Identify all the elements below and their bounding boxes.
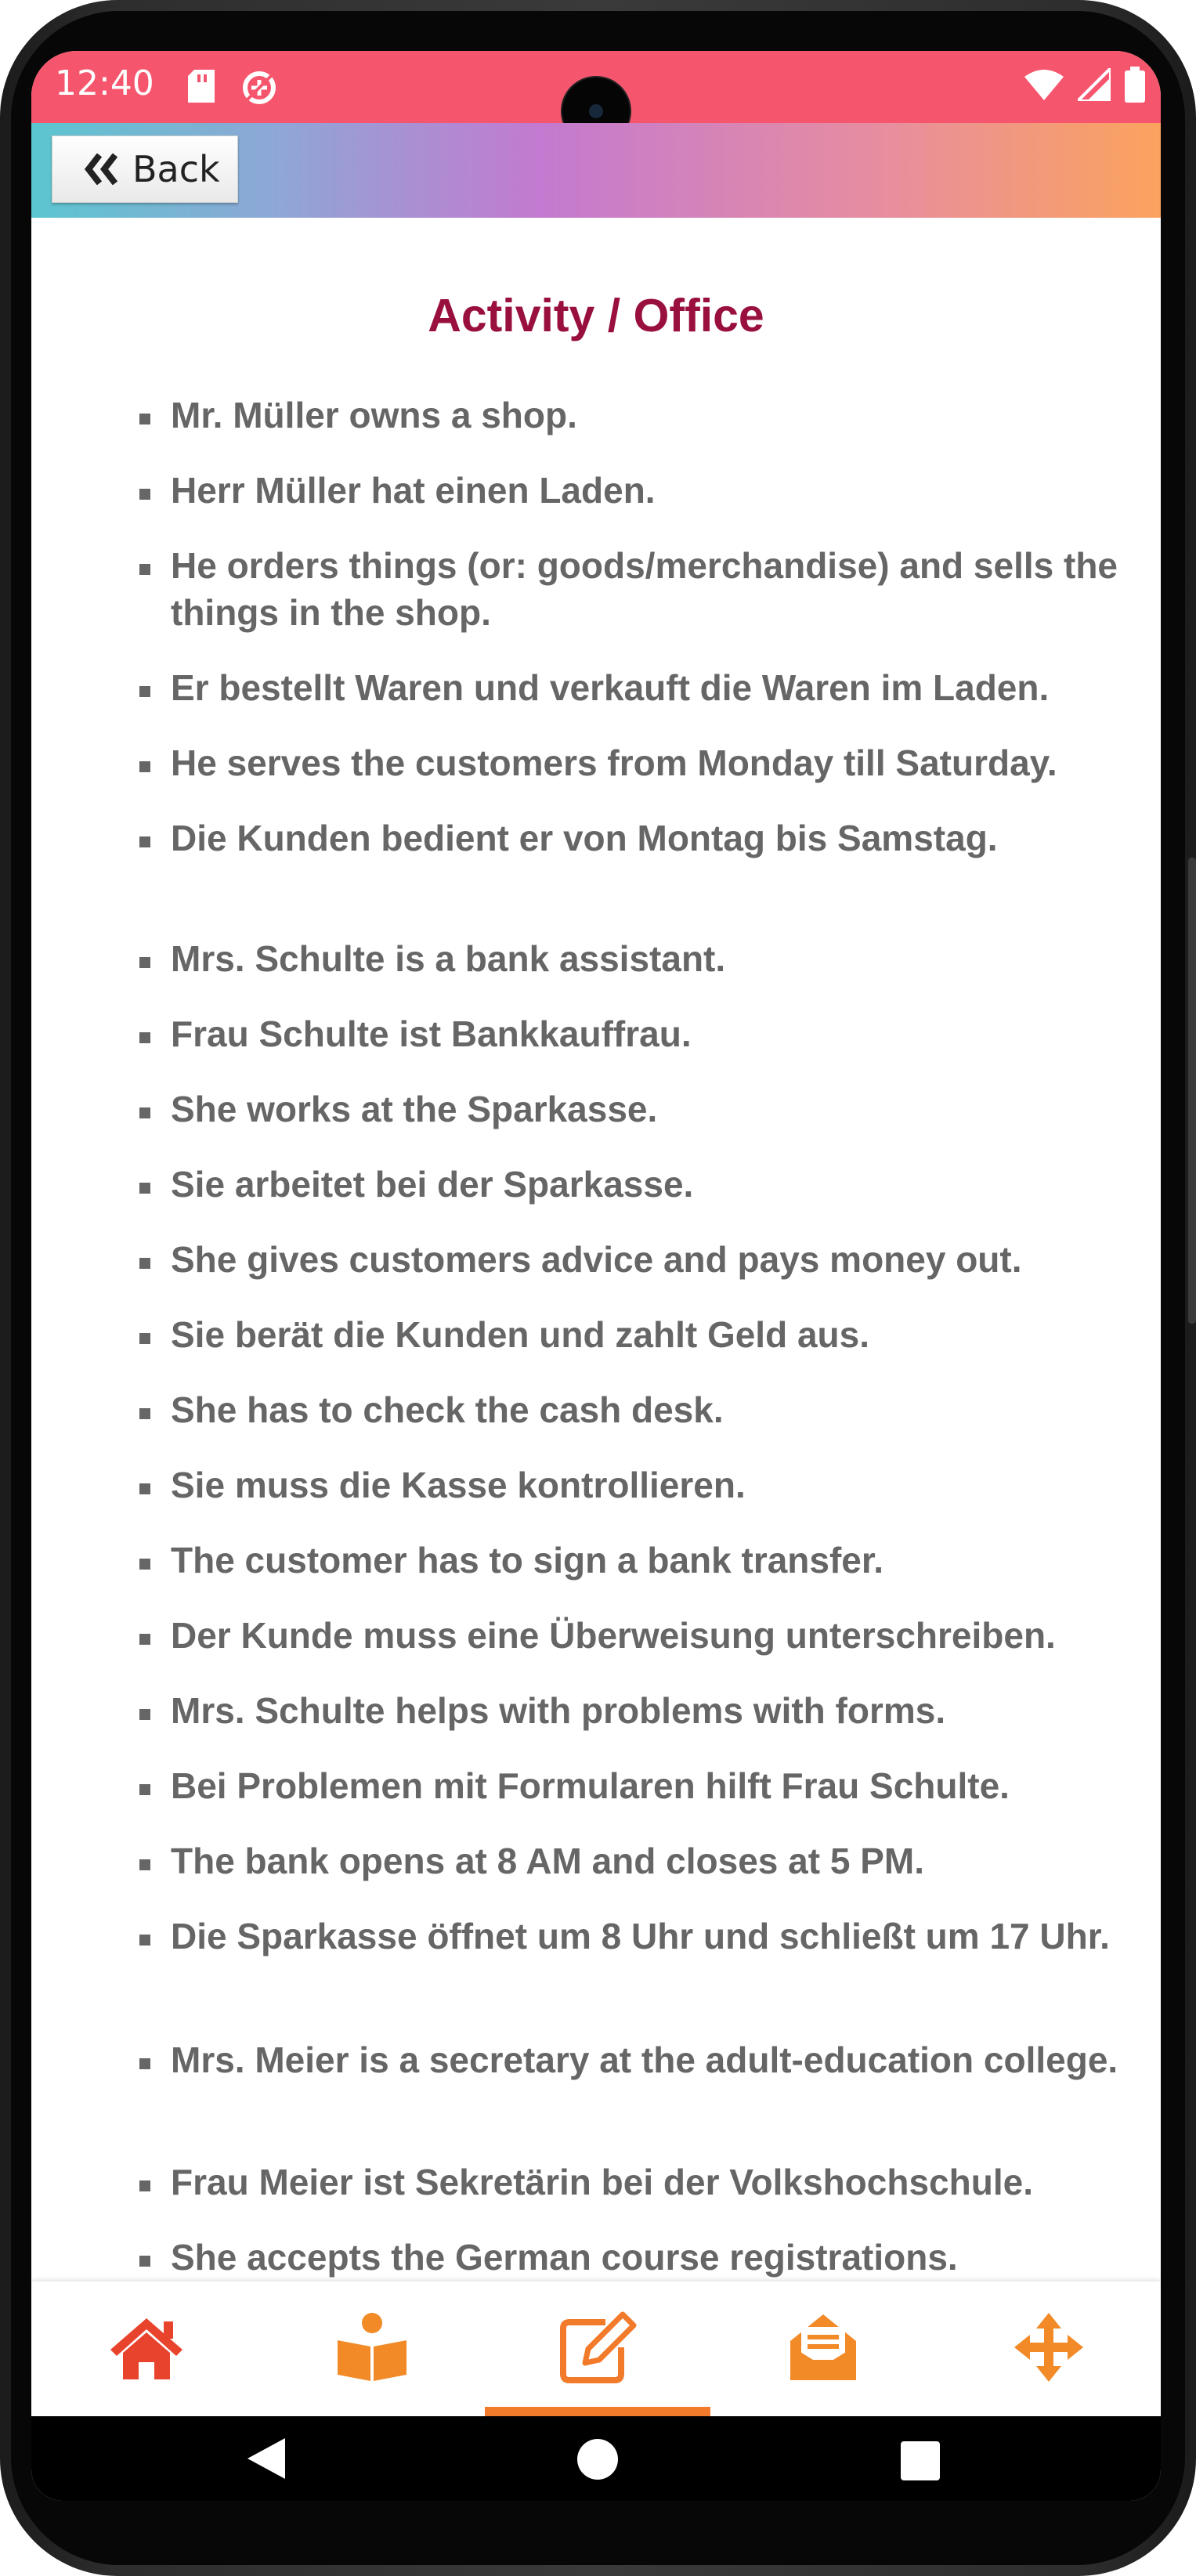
signal-icon	[1078, 68, 1111, 105]
list-item: Mrs. Meier is a secretary at the adult-education college.	[171, 2036, 1150, 2083]
list-item: Mrs. Schulte is a bank assistant.	[171, 935, 1150, 982]
envelope-open-icon	[787, 2311, 859, 2387]
list-item: She gives customers advice and pays money out.	[171, 1236, 1150, 1283]
volume-button	[1188, 1026, 1196, 1324]
list-item: The bank opens at 8 AM and closes at 5 PM.	[171, 1837, 1150, 1884]
back-label: Back	[132, 148, 220, 190]
list-item: Herr Müller hat einen Laden.	[171, 467, 1150, 514]
list-item: Er bestellt Waren und verkauft die Waren im Laden.	[171, 664, 1150, 711]
reader-icon	[336, 2312, 408, 2386]
content-scroll-area[interactable]	[31, 218, 1161, 2282]
edit-icon	[558, 2311, 637, 2387]
list-item: He serves the customers from Monday till Saturday.	[171, 739, 1150, 786]
data-saver-icon	[241, 70, 277, 110]
nav-back-icon[interactable]	[244, 2437, 288, 2484]
nav-recents-icon[interactable]	[901, 2441, 940, 2484]
list-item: He orders things (or: goods/merchandise) and sells the things in the shop.	[171, 542, 1150, 636]
battery-icon	[1125, 67, 1145, 107]
list-item: Die Kunden bedient er von Montag bis Samstag.	[171, 815, 1150, 862]
list-item: Mrs. Schulte helps with problems with forms.	[171, 1687, 1150, 1734]
bottom-tab-bar	[31, 2282, 1161, 2416]
tab-home[interactable]	[34, 2282, 259, 2416]
list-item: Die Sparkasse öffnet um 8 Uhr und schließt um 17 Uhr.	[171, 1913, 1150, 1960]
power-button	[1188, 858, 1196, 1034]
sd-card-icon	[188, 70, 215, 107]
page-title: Activity / Office	[428, 290, 764, 341]
list-item: Bei Problemen mit Formularen hilft Frau Schulte.	[171, 1762, 1150, 1809]
wifi-icon	[1024, 69, 1064, 104]
tab-reader[interactable]	[259, 2282, 485, 2416]
status-icons	[1024, 67, 1145, 107]
system-navigation-bar	[31, 2416, 1161, 2501]
list-item: She works at the Sparkasse.	[171, 1086, 1150, 1133]
nav-home-icon[interactable]	[576, 2438, 619, 2484]
list-item: Sie berät die Kunden und zahlt Geld aus.	[171, 1311, 1150, 1358]
list-item: She has to check the cash desk.	[171, 1386, 1150, 1433]
tab-messages[interactable]	[710, 2282, 936, 2416]
screen	[31, 51, 1161, 2501]
list-item: Sie arbeitet bei der Sparkasse.	[171, 1161, 1150, 1208]
list-item: Frau Schulte ist Bankkauffrau.	[171, 1010, 1150, 1057]
move-arrows-icon	[1013, 2311, 1085, 2387]
header	[31, 123, 1161, 218]
tab-move[interactable]	[936, 2282, 1161, 2416]
double-chevron-left-icon	[84, 154, 120, 185]
list-item: Der Kunde muss eine Überweisung unterschreiben.	[171, 1612, 1150, 1659]
home-icon	[107, 2314, 186, 2385]
list-item: The customer has to sign a bank transfer.	[171, 1537, 1150, 1584]
list-item: Mr. Müller owns a shop.	[171, 392, 1150, 439]
list-item: She accepts the German course registrations.	[171, 2234, 1150, 2281]
list-item: Sie muss die Kasse kontrollieren.	[171, 1461, 1150, 1508]
list-item: Frau Meier ist Sekretärin bei der Volkshochschule.	[171, 2159, 1150, 2206]
status-time: 12:40	[55, 63, 154, 103]
tab-exercise[interactable]	[485, 2282, 710, 2416]
active-tab-indicator	[485, 2407, 710, 2416]
back-button[interactable]	[52, 135, 238, 203]
